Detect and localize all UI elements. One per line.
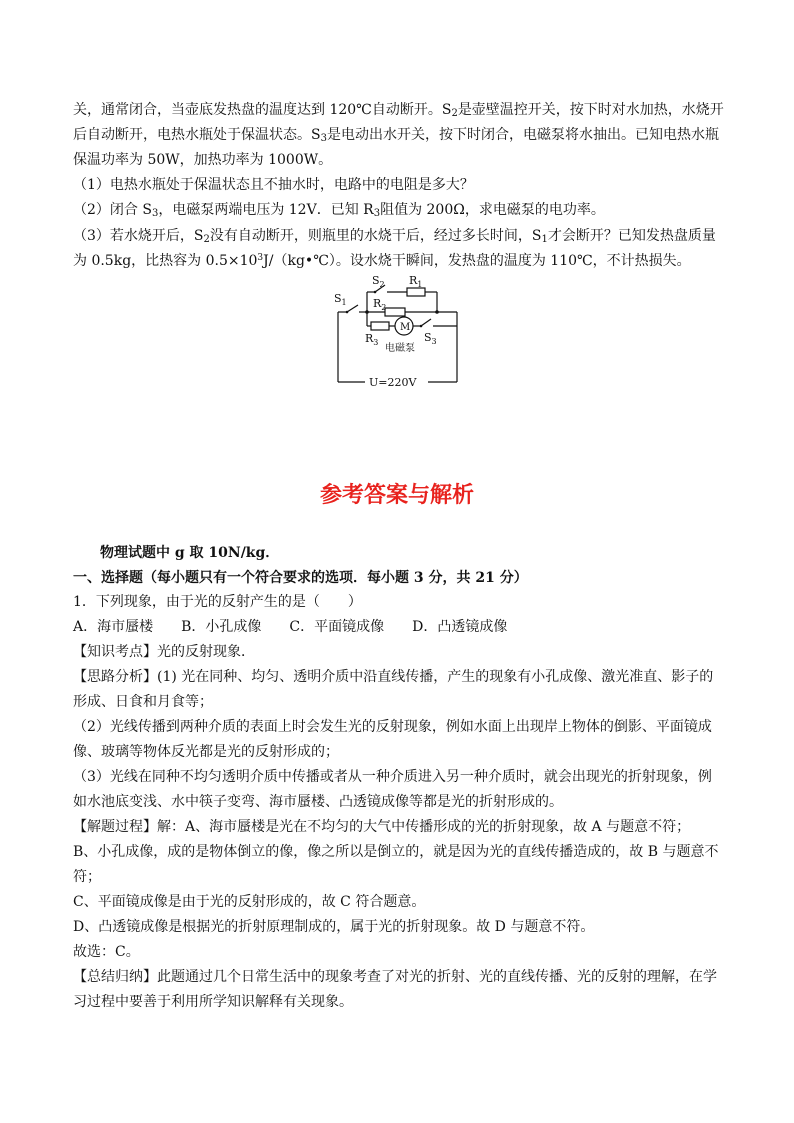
junction-right bbox=[435, 310, 439, 314]
question-3-cont: 为 0.5kg，比热容为 $0.5\times 10^3J/(kg•℃)$。设水烧干瞬间，发热盘的温度为 110℃，不计热损失。 bbox=[73, 253, 691, 269]
solution-line: 【解题过程】解：A、海市蜃楼是光在不均匀的大气中传播形成的光的折射现象，故 A 与题意不符； bbox=[73, 819, 691, 835]
analysis-line: 如水池底变浅、水中筷子变弯、海市蜃楼、凸透镜成像等都是光的折射形成的。 bbox=[73, 794, 563, 810]
label-s2: $S_2$ bbox=[372, 274, 385, 289]
label-pump: 电磁泵 bbox=[385, 343, 415, 354]
switch-s3-blade bbox=[421, 319, 431, 326]
intro-note: 物理试题中 g 取 10N/kg． bbox=[100, 545, 280, 561]
label-r1: $R_1$ bbox=[409, 274, 423, 289]
analysis-line: （2）光线传播到两种介质的表面上时会发生光的反射现象，例如水面上出现岸上物体的倒影、平面镜成 bbox=[73, 719, 712, 735]
solution-line: D、凸透镜成像是根据光的折射原理制成的，属于光的折射现象。故 D 与题意不符。 bbox=[73, 919, 595, 935]
label-motor: M bbox=[400, 322, 411, 333]
label-s3: $S_3$ bbox=[424, 331, 437, 346]
s1-contact bbox=[346, 311, 349, 314]
answer-title: 参考答案与解析 bbox=[319, 483, 474, 508]
summary-line: 【总结归纳】此题通过几个日常生活中的现象考查了对光的折射、光的直线传播、光的反射的理解，在学 bbox=[73, 969, 717, 985]
switch-s1-blade bbox=[347, 305, 358, 312]
question-3: （3）若水烧开后，$S_2$没有自动断开，则瓶里的水烧干后，经过多长时间，$S_1$才会断开？已知发热盘质量 bbox=[73, 228, 716, 245]
knowledge-point: 【知识考点】光的反射现象． bbox=[73, 644, 255, 660]
label-supply: U=220V bbox=[369, 376, 417, 389]
circuit-diagram bbox=[325, 270, 470, 390]
solution-line: C、平面镜成像是由于光的反射形成的，故 C 符合题意。 bbox=[73, 894, 426, 910]
problem-line-3: 保温功率为 50W，加热功率为 1000W。 bbox=[73, 152, 333, 168]
resistor-r3 bbox=[371, 322, 389, 330]
solution-line: 符； bbox=[73, 869, 101, 885]
summary-line: 习过程中要善于利用所学知识解释有关现象。 bbox=[73, 994, 353, 1010]
analysis-line: 形成、日食和月食等； bbox=[73, 694, 213, 710]
resistor-r1 bbox=[407, 288, 425, 296]
resistor-r2 bbox=[385, 308, 405, 316]
s2-contact bbox=[374, 291, 377, 294]
question-2: （2）闭合 $S_3$，电磁泵两端电压为 12V．已知 $R_3$阻值为 200Ω，求电磁泵的电功率。 bbox=[73, 202, 605, 219]
question-1: （1）电热水瓶处于保温状态且不抽水时，电路中的电阻是多大？ bbox=[73, 177, 474, 193]
solution-line: 故选：C。 bbox=[73, 944, 140, 960]
problem-line-2: 后自动断开，电热水瓶处于保温状态。$S_3$是电动出水开关，按下时闭合，电磁泵将水抽出。已知电热水瓶 bbox=[73, 127, 719, 144]
label-r2: $R_2$ bbox=[373, 297, 387, 312]
question-stem: 1．下列现象，由于光的反射产生的是（ ） bbox=[73, 594, 362, 610]
solution-line: B、小孔成像，成的是物体倒立的像，像之所以是倒立的，就是因为光的直线传播造成的，故 B 与题意不 bbox=[73, 844, 719, 860]
question-options: A．海市蜃楼 B．小孔成像 C．平面镜成像 D．凸透镜成像 bbox=[73, 619, 508, 635]
s3-contact bbox=[420, 325, 423, 328]
analysis-line: （3）光线在同种不均匀透明介质中传播或者从一种介质进入另一种介质时，就会出现光的折射现象，例 bbox=[73, 769, 712, 785]
problem-line-1: 关，通常闭合，当壶底发热盘的温度达到 120℃自动断开。$S_2$是壶壁温控开关，按下时对水加热，水烧开 bbox=[73, 102, 724, 119]
section-heading: 一、选择题（每小题只有一个符合要求的选项．每小题 3 分，共 21 分） bbox=[73, 570, 528, 586]
analysis-line: 像、玻璃等物体反光都是光的反射形成的； bbox=[73, 744, 339, 760]
junction-left bbox=[365, 310, 369, 314]
label-s1: $S_1$ bbox=[334, 292, 347, 307]
analysis-line: 【思路分析】(1) 光在同种、均匀、透明介质中沿直线传播，产生的现象有小孔成像、激光准直、影子的 bbox=[73, 669, 714, 685]
label-r3: $R_3$ bbox=[365, 332, 379, 347]
